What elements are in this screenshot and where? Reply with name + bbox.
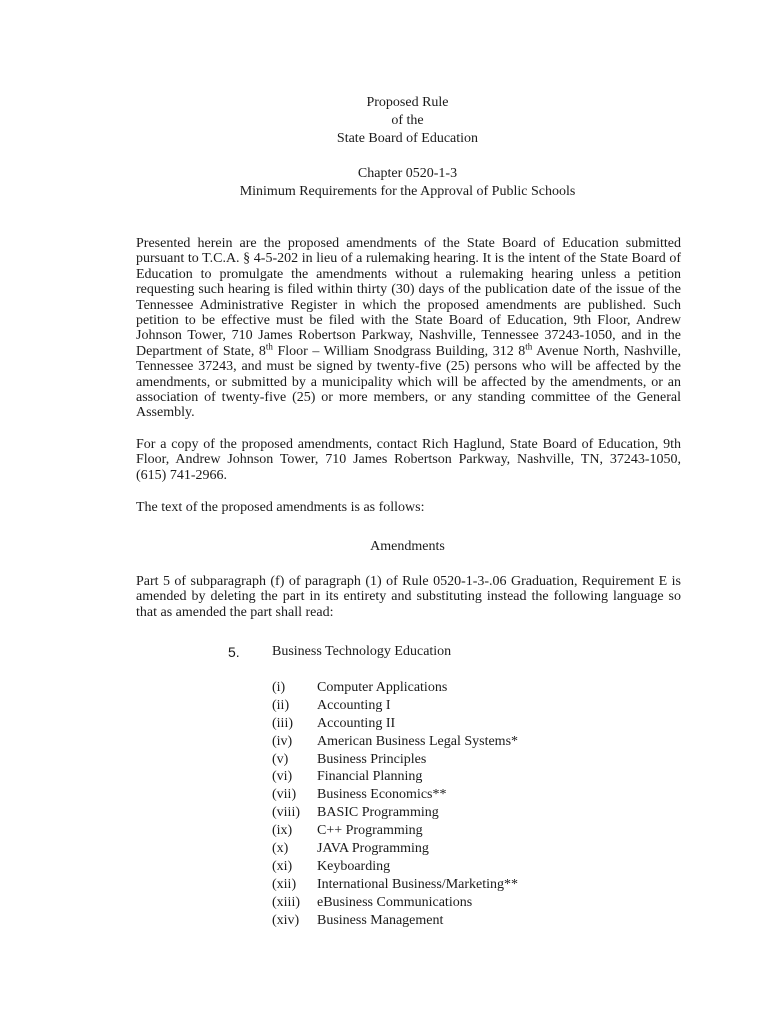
course-name: C++ Programming	[317, 823, 423, 839]
course-numeral: (xii)	[272, 876, 297, 892]
list-item	[272, 894, 518, 912]
course-numeral: (xiv)	[272, 912, 300, 928]
intro-text-part2: Floor – William Snodgrass Building, 312 8	[272, 343, 526, 359]
chapter-title: Minimum Requirements for the Approval of Public Schools	[239, 184, 576, 199]
list-item	[272, 876, 518, 894]
contact-paragraph: For a copy of the proposed amendments, contact Rich Haglund, State Board of Education, 9th Floor, Andrew Johnson Tower, 710 James Robertson Parkway, Nashville, TN, 37243-1050, (615) 741-2966.	[136, 437, 681, 483]
course-name: JAVA Programming	[317, 841, 429, 857]
course-numeral: (viii)	[272, 805, 300, 821]
list-item	[272, 715, 518, 733]
course-numeral: (ix)	[272, 823, 293, 839]
doc-title-line1: Proposed Rule	[366, 95, 449, 110]
ordinal-superscript: th	[525, 341, 533, 352]
course-name: eBusiness Communications	[317, 894, 473, 910]
list-item	[272, 858, 518, 876]
course-numeral: (v)	[272, 751, 289, 767]
course-name: BASIC Programming	[317, 805, 439, 821]
part-title: Business Technology Education	[272, 644, 452, 659]
course-numeral: (ii)	[272, 697, 290, 713]
course-name: Business Management	[317, 912, 444, 928]
amendments-heading: Amendments	[370, 539, 445, 554]
list-item	[272, 912, 518, 930]
course-numeral: (iii)	[272, 715, 293, 731]
list-item	[272, 733, 518, 751]
doc-title-line3: State Board of Education	[336, 131, 479, 146]
course-numeral: (iv)	[272, 733, 293, 749]
course-numeral: (x)	[272, 841, 289, 857]
list-item	[272, 751, 518, 769]
intro-text-part3: Avenue North, Nashville, Tennessee 37243, and must be signed by twenty-five (25) persons who will be affected by the amendments, or submitted by a municipality which will be affected by the amendments, or an association of twenty-five (25) or more members, or any standing committee of the General Assembly.	[136, 343, 682, 421]
list-item	[272, 768, 518, 786]
part-number: 5.	[228, 644, 240, 660]
list-item	[272, 786, 518, 804]
course-list	[272, 679, 518, 929]
ordinal-superscript: th	[265, 341, 273, 352]
course-name: International Business/Marketing**	[317, 876, 519, 892]
amendments-body-paragraph: Part 5 of subparagraph (f) of paragraph (1) of Rule 0520-1-3-.06 Graduation, Requirement E is amended by deleting the part in its entirety and substituting instead the following language so that as amended the part shall read:	[136, 574, 681, 620]
course-numeral: (vi)	[272, 769, 293, 785]
course-name: American Business Legal Systems*	[317, 733, 519, 749]
list-item	[272, 679, 518, 697]
course-name: Financial Planning	[317, 769, 423, 785]
course-name: Computer Applications	[317, 680, 448, 695]
course-name: Business Principles	[317, 751, 427, 767]
course-numeral: (i)	[272, 680, 286, 695]
course-numeral: (vii)	[272, 787, 297, 803]
doc-title-line2: of the	[391, 113, 424, 128]
course-numeral: (xi)	[272, 858, 293, 874]
list-item	[272, 697, 518, 715]
course-numeral: (xiii)	[272, 894, 300, 910]
chapter-number: Chapter 0520-1-3	[357, 166, 458, 181]
course-name: Accounting I	[317, 697, 391, 713]
course-name: Keyboarding	[317, 858, 391, 874]
course-name: Accounting II	[317, 715, 396, 731]
list-item	[272, 840, 518, 858]
intro-text-part1: Presented herein are the proposed amendments of the State Board of Education submitted pursuant to T.C.A. § 4-5-202 in lieu of a rulemaking hearing. It is the intent of the State Board of Education to promulgate the amendments without a rulemaking hearing unless a petition requesting such hearing is filed within thirty (30) days of the publication date of the issue of the Tennessee Administrative Register in which the proposed amendments are published. Such petition to be effective must be filed with the State Board of Education, 9th Floor, Andrew Johnson Tower, 710 James Robertson Parkway, Nashville, Tennessee 37243-1050, and in the Department of State, 8	[136, 236, 681, 359]
amendments-lead-paragraph: The text of the proposed amendments is as follows:	[136, 500, 425, 515]
intro-paragraph	[136, 236, 681, 421]
list-item	[272, 804, 518, 822]
list-item	[272, 822, 518, 840]
course-name: Business Economics**	[317, 787, 447, 803]
